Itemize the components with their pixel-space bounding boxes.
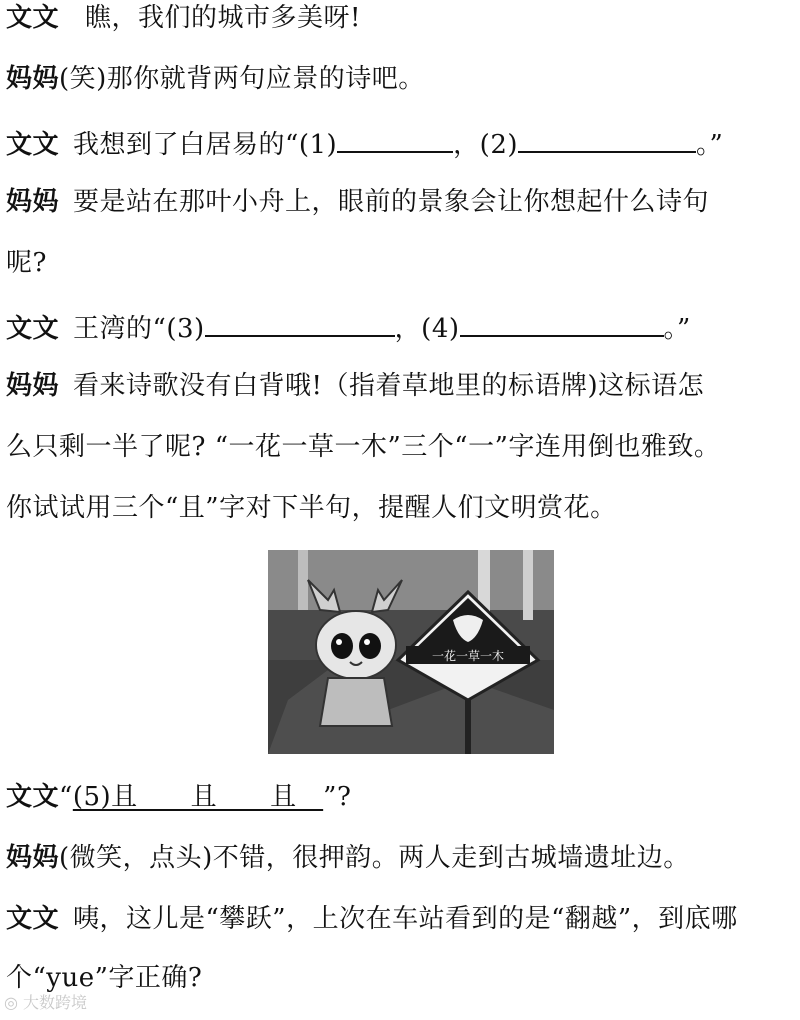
speaker: 文文 <box>6 904 60 934</box>
text-suffix: ”? <box>323 782 352 812</box>
line-10 <box>6 781 351 813</box>
dialogue-text: 要是站在那叶小舟上，眼前的景象会让你想起什么诗句 <box>73 187 710 217</box>
line-8 <box>6 431 720 463</box>
speaker: 妈妈 <box>6 64 60 94</box>
text-sep: ， <box>394 314 422 344</box>
text-prefix: “ <box>59 782 73 812</box>
line-7 <box>6 370 704 402</box>
speaker: 文文 <box>6 130 60 160</box>
line-9 <box>6 492 617 524</box>
speaker: 文文 <box>6 3 60 33</box>
text-sep: ， <box>453 130 480 160</box>
dialogue-text: 么只剩一半了呢? “一花一草一木”三个“一”字连用倒也雅致。 <box>6 432 721 462</box>
line-2 <box>6 63 425 95</box>
text-prefix: 我想到了白居易的“ <box>73 130 299 160</box>
blank-4[interactable] <box>460 309 664 337</box>
watermark-text: 大数跨境 <box>23 993 88 1012</box>
line-12 <box>6 903 738 935</box>
dialogue-text: 咦，这儿是“攀跃”，上次在车站看到的是“翻越”，到底哪 <box>73 904 738 934</box>
speaker: 妈妈 <box>6 843 60 873</box>
watermark <box>4 990 87 1013</box>
dialogue-text: 个“yue”字正确? <box>6 963 203 993</box>
blank-label-2: (2) <box>479 130 519 160</box>
line-11 <box>6 842 690 874</box>
line-4 <box>6 186 709 218</box>
speaker: 文文 <box>6 782 60 812</box>
dialogue-text: (笑)那你就背两句应景的诗吧。 <box>59 64 425 94</box>
watermark-icon: ◎ <box>4 993 24 1012</box>
blank-2[interactable] <box>518 125 696 153</box>
speaker: 妈妈 <box>6 371 60 401</box>
sign-text: 一花一草一木 <box>431 649 505 663</box>
dialogue-text: (微笑，点头)不错，很押韵。两人走到古城墙遗址边。 <box>59 843 690 873</box>
dialogue-text: 看来诗歌没有白背哦!（指着草地里的标语牌)这标语怎 <box>73 371 705 401</box>
line-6 <box>6 309 691 345</box>
speaker: 文文 <box>6 314 60 344</box>
line-1 <box>6 2 361 34</box>
dialogue-text: 瞧，我们的城市多美呀! <box>85 3 361 33</box>
line-3 <box>6 125 723 161</box>
blank-label-3: (3) <box>166 314 205 344</box>
line-5 <box>6 247 47 279</box>
signboard-photo <box>268 550 554 754</box>
text-suffix: 。” <box>663 314 691 344</box>
dialogue-text: 你试试用三个“且”字对下半句，提醒人们文明赏花。 <box>6 493 617 523</box>
answer-blank-5[interactable]: (5)且 且 且 <box>72 782 324 812</box>
text-suffix: 。” <box>696 130 724 160</box>
blank-label-4: (4) <box>421 314 460 344</box>
photo-drawing <box>268 550 554 754</box>
text-prefix: 王湾的“ <box>73 314 167 344</box>
blank-label-1: (1) <box>298 130 338 160</box>
speaker: 妈妈 <box>6 187 60 217</box>
blank-1[interactable] <box>337 125 453 153</box>
blank-3[interactable] <box>205 309 395 337</box>
dialogue-text: 呢? <box>6 248 47 278</box>
